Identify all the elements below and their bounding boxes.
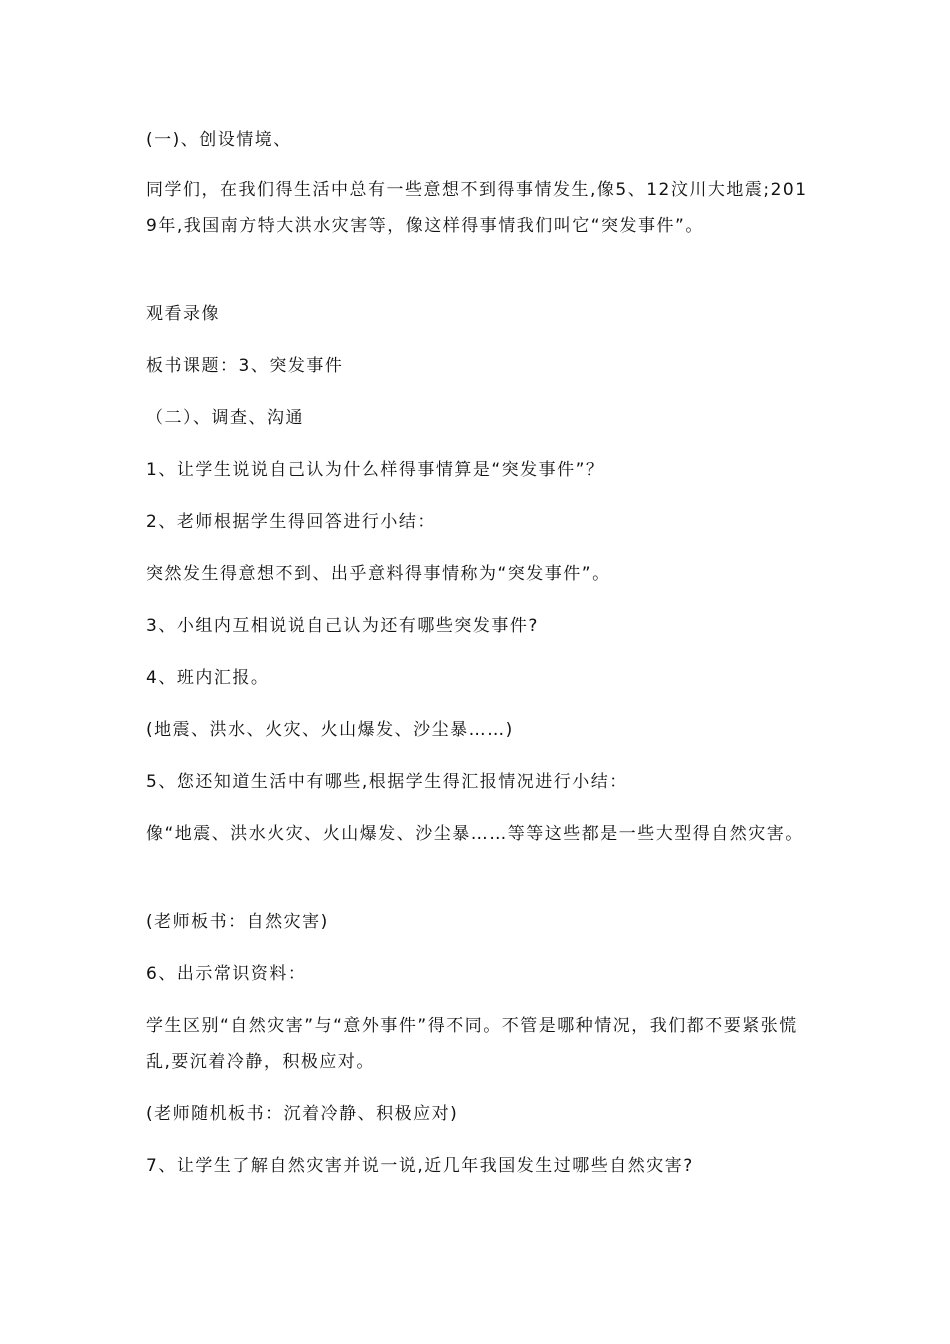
examples-line: (地震、洪水、火灾、火山爆发、沙尘暴……) bbox=[146, 720, 514, 740]
step-5-line: 5、您还知道生活中有哪些,根据学生得汇报情况进行小结： bbox=[146, 772, 628, 792]
natural-disaster-paragraph: 像“地震、洪水火灾、火山爆发、沙尘暴……等等这些都是一些大型得自然灾害。 bbox=[146, 824, 804, 844]
step-7-line: 7、让学生了解自然灾害并说一说,近几年我国发生过哪些自然灾害? bbox=[146, 1156, 694, 1176]
step-4-line: 4、班内汇报。 bbox=[146, 668, 270, 688]
board-note-natural-disaster: (老师板书：自然灾害) bbox=[146, 912, 329, 932]
step-1-line: 1、让学生说说自己认为什么样得事情算是“突发事件”？ bbox=[146, 460, 605, 480]
intro-paragraph: 同学们，在我们得生活中总有一些意想不到得事情发生,像5、12汶川大地震;2019年,我国南方特大洪水灾害等，像这样得事情我们叫它“突发事件”。 bbox=[146, 180, 808, 236]
board-note-calm: (老师随机板书：沉着冷静、积极应对) bbox=[146, 1104, 459, 1124]
step-6-line: 6、出示常识资料： bbox=[146, 964, 307, 984]
distinction-paragraph: 学生区别“自然灾害”与“意外事件”得不同。不管是哪种情况，我们都不要紧张慌乱,要沉着冷静，积极应对。 bbox=[146, 1016, 798, 1072]
watch-video-line: 观看录像 bbox=[146, 304, 220, 324]
board-title-line: 板书课题：3、突发事件 bbox=[146, 356, 344, 376]
step-3-line: 3、小组内互相说说自己认为还有哪些突发事件? bbox=[146, 616, 539, 636]
section-heading-1: (一)、创设情境、 bbox=[146, 130, 292, 150]
section-heading-2: （二）、调查、沟通 bbox=[146, 408, 304, 428]
step-2-line: 2、老师根据学生得回答进行小结： bbox=[146, 512, 436, 532]
definition-line: 突然发生得意想不到、出乎意料得事情称为“突发事件”。 bbox=[146, 564, 611, 584]
